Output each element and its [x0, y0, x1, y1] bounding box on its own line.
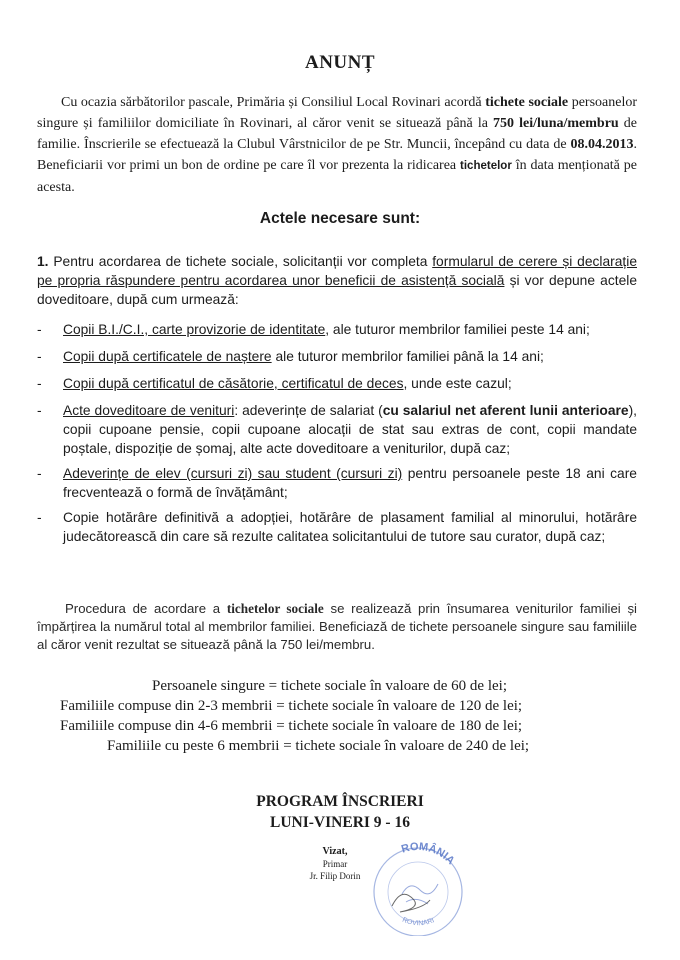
stamp-top-text: ROMÂNIA [400, 840, 457, 868]
signer-name: Jr. Filip Dorin [309, 871, 361, 881]
item-number: 1. [37, 254, 49, 269]
ticket-values-list [0, 676, 680, 756]
value-line-6-plus: Familiile cu peste 6 membrii = tichete sociale în valoare de 240 de lei; [107, 738, 530, 754]
list-item [37, 464, 637, 502]
intro-paragraph [37, 92, 637, 198]
document-title: ANUNȚ [304, 52, 376, 73]
bullet-dash: - [37, 349, 42, 364]
program-hours: LUNI-VINERI 9 - 16 [270, 814, 410, 831]
bullet-dash: - [37, 466, 42, 481]
list-item-underlined: Copii după certificatele de naștere [63, 349, 272, 364]
list-item [37, 401, 637, 458]
list-item-text-cont: ), copii cupoane pensie, copii cupoane alocații de stat sau extras de cont, copii mandate poștale, dispoziție de șomaj, alte acte doveditoare a veniturilor, după caz; [63, 403, 638, 456]
intro-text-4: . Beneficiarii vor primi un bon de ordine pe care îl vor prezenta la ridicarea [37, 137, 637, 173]
stamp-bottom-text: ROVINARI [401, 916, 436, 928]
item1-text-2: și vor depune actele doveditoare, după cum urmează: [37, 273, 637, 307]
procedure-paragraph [37, 600, 637, 654]
program-title: PROGRAM ÎNSCRIERI [256, 793, 424, 810]
value-line-2-3: Familiile compuse din 2-3 membrii = tichete sociale în valoare de 120 de lei; [60, 698, 523, 714]
registration-program [0, 791, 680, 833]
list-item-text: , ale tuturor membrilor familiei peste 14 ani; [325, 322, 590, 337]
bullet-dash: - [37, 510, 42, 525]
list-item-bold: cu salariul net aferent lunii anterioare [382, 403, 629, 418]
signature-scribble-icon [392, 894, 430, 912]
documents-list [37, 320, 637, 552]
requirement-item-1 [37, 252, 637, 309]
intro-text-5: în data menționată pe acesta. [37, 158, 638, 195]
list-item-text: Copie hotărâre definitivă a adopției, hotărâre de plasament familial al minorului, hotărâre judecătorească din care să rezulte calitatea solicitantului de tutore sau curator, după caz; [63, 510, 637, 544]
value-line-4-6: Familiile compuse din 4-6 membrii = tichete sociale în valoare de 180 de lei; [60, 718, 523, 734]
vizat-label: Vizat, [322, 846, 348, 857]
list-item-text: : adeverințe de salariat ( [234, 403, 383, 418]
form-reference: formularul de cerere și declarație pe propria răspundere pentru acordarea unor beneficii de asistență socială [37, 254, 637, 288]
procedure-bold: tichetelor sociale [226, 601, 324, 616]
intro-bold-tichete: tichete sociale [485, 95, 569, 110]
list-item-underlined: Adeverințe de elev (cursuri zi) sau student (cursuri zi) [63, 466, 403, 481]
intro-bold-date: 08.04.2013 [570, 137, 634, 152]
signer-role: Primar [322, 859, 348, 869]
intro-text-2: persoanelor singure și familiilor domiciliate în Rovinari, al căror venit se situează până la [37, 95, 637, 131]
official-stamp-icon [362, 836, 472, 936]
bullet-dash: - [37, 322, 42, 337]
list-item [37, 347, 637, 366]
list-item [37, 374, 637, 393]
intro-text-3: de familie. Înscrierile se efectuează la Clubul Vârstnicilor de pe Str. Muncii, începând cu data de [37, 116, 638, 152]
intro-text-1: Cu ocazia sărbătorilor pascale, Primăria și Consiliul Local Rovinari acordă [61, 95, 486, 110]
item1-text-1: Pentru acordarea de tichete sociale, solicitanții vor completa [48, 254, 433, 269]
list-item-text: ale tuturor membrilor familiei până la 14 ani; [271, 349, 544, 364]
list-item-underlined: Copii B.I./C.I., carte provizorie de identitate [63, 322, 326, 337]
procedure-text-2: se realizează prin însumarea veniturilor familiei și împărțirea la numărul total al membrilor familiei. Beneficiază de tichete persoanele singure sau familiile al căror venit rezultat se situează până la 750 lei/membru. [37, 601, 637, 652]
list-item-text: pentru persoanele peste 18 ani care frecventează o formă de învățământ; [63, 466, 637, 500]
procedure-text-1: Procedura de acordare a [65, 601, 227, 616]
list-item [37, 320, 637, 339]
list-item-text: , unde este cazul; [403, 376, 512, 391]
bullet-dash: - [37, 376, 42, 391]
intro-bold-limit: 750 lei/luna/membru [493, 116, 619, 131]
list-item [37, 508, 637, 546]
list-item-underlined: Copii după certificatul de căsătorie, certificatul de deces [63, 376, 404, 391]
svg-text:ROVINARI [401, 917, 435, 928]
section-subtitle: Actele necesare sunt: [259, 210, 421, 227]
list-item-underlined: Acte doveditoare de venituri [63, 403, 235, 418]
value-line-single: Persoanele singure = tichete sociale în valoare de 60 de lei; [152, 678, 507, 694]
bullet-dash: - [37, 403, 42, 418]
intro-bold-tichetelor: tichetelor [460, 160, 512, 172]
